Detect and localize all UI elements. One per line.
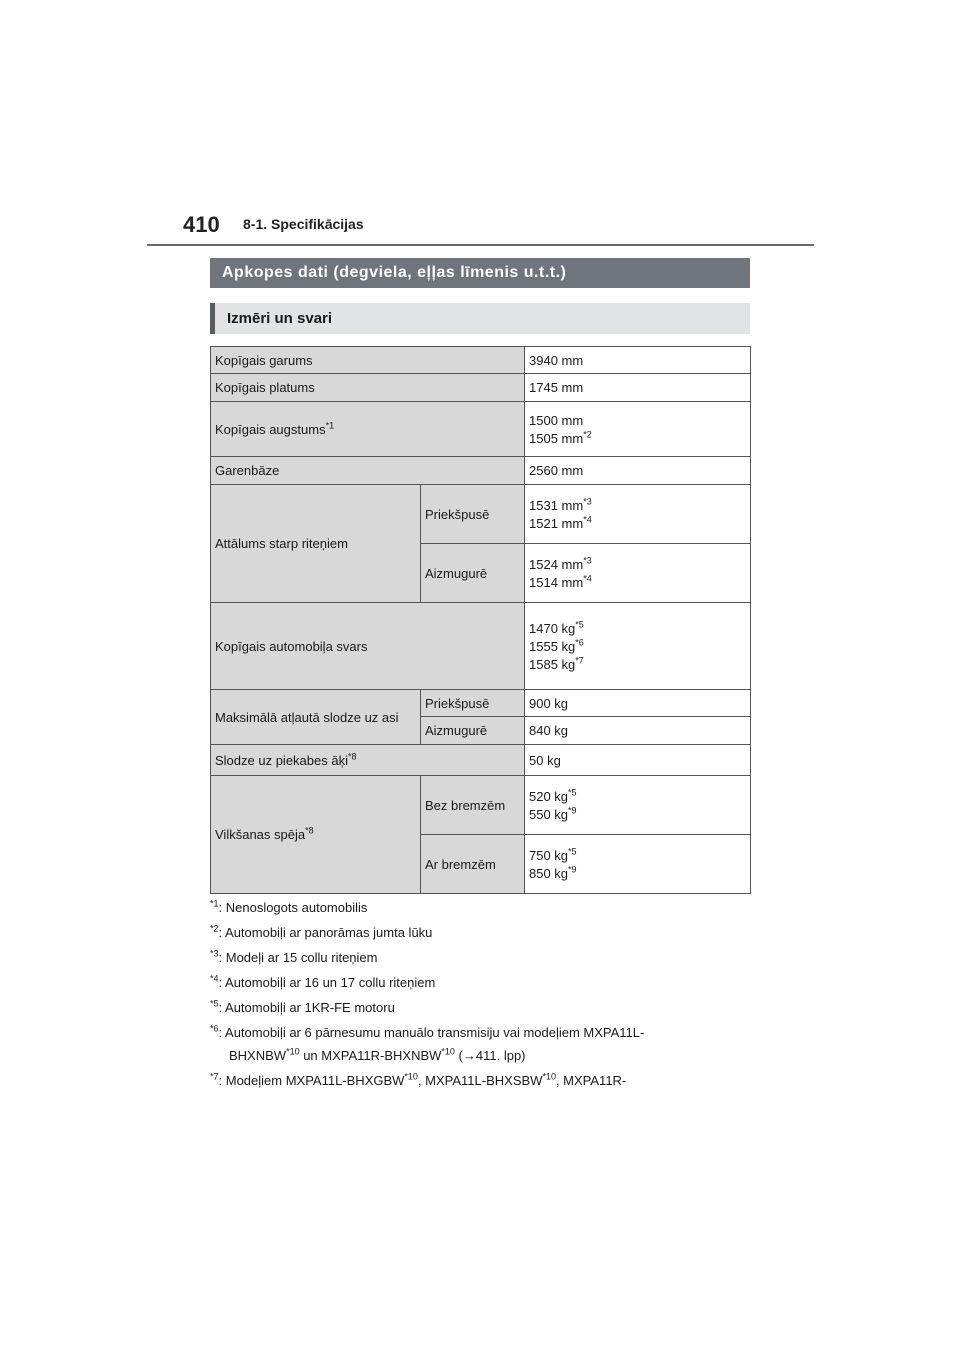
table-row bbox=[211, 776, 751, 835]
row-label: Garenbāze bbox=[211, 457, 525, 485]
footnote-ref: *1 bbox=[325, 420, 335, 431]
value-line: 750 $kg^{*5}$ bbox=[529, 846, 577, 863]
row-value: 50 kg bbox=[525, 745, 751, 776]
row-label: Vilkšanas spēja$^{*8}$ bbox=[211, 776, 421, 894]
table-row bbox=[211, 485, 751, 544]
footnote-ref: *5 bbox=[568, 846, 577, 857]
footnote-ref: *3 bbox=[583, 555, 592, 566]
table-row bbox=[211, 690, 751, 717]
value-line: 1555 $kg^{*6}$ bbox=[529, 637, 584, 654]
row-value: 3940 mm bbox=[525, 347, 751, 374]
table-row bbox=[211, 347, 751, 374]
value-line: 520 $kg^{*5}$ bbox=[529, 787, 577, 804]
row-label: Attālums starp riteņiem bbox=[211, 485, 421, 603]
sub-label: Priekšpusē bbox=[421, 485, 525, 544]
footnote-ref: *8 bbox=[305, 825, 314, 836]
row-label: Kopīgais platums bbox=[211, 374, 525, 402]
sub-label: Priekšpusē bbox=[421, 690, 525, 717]
footnote-ref: *2 bbox=[583, 429, 592, 440]
footnote: $^{*2}$: Automobiļi ar panorāmas jumta lūku bbox=[210, 923, 433, 940]
sub-label: Aizmugurē bbox=[421, 717, 525, 745]
row-value: 2560 mm bbox=[525, 457, 751, 485]
footnote: $^{*7}$: Modeļiem MXPA11L-BHXGBW$^{*10}$, MXPA11L-BHXSBW$^{*10}$, MXPA11R- bbox=[210, 1071, 627, 1088]
header-rule bbox=[147, 244, 814, 246]
footnote-continuation: BHXNBW$^{*10}$ un MXPA11R-BHXNBW$^{*10}$ (→411. lpp) bbox=[229, 1046, 526, 1063]
value-line: 1521 $mm^{*4}$ bbox=[529, 514, 592, 531]
row-value: 900 kg bbox=[525, 690, 751, 717]
footnote: $^{*3}$: Modeļi ar 15 collu riteņiem bbox=[210, 948, 378, 965]
footnote-ref: *5 bbox=[575, 619, 584, 630]
value-line: 1514 $mm^{*4}$ bbox=[529, 573, 592, 590]
value-line: 1470 $kg^{*5}$ bbox=[529, 619, 584, 636]
label-text: Kopīgais augstums bbox=[215, 421, 326, 437]
subsection-title: Izmēri un svari bbox=[210, 303, 750, 334]
footnote: $^{*4}$: Automobiļi ar 16 un 17 collu riteņiem bbox=[210, 973, 436, 990]
footnote-ref: *9 bbox=[568, 805, 577, 816]
value-line: 1500 mm bbox=[529, 412, 584, 428]
table-row bbox=[211, 402, 751, 457]
row-label: Kopīgais automobiļa svars bbox=[211, 603, 525, 690]
value-line: 550 $kg^{*9}$ bbox=[529, 805, 577, 822]
row-label: Maksimālā atļautā slodze uz asi bbox=[211, 690, 421, 745]
footnote: $^{*1}$: Nenoslogots automobilis bbox=[210, 898, 368, 915]
value-line: 1585 $kg^{*7}$ bbox=[529, 655, 584, 672]
table-row bbox=[211, 745, 751, 776]
footnote-ref: *5 bbox=[568, 787, 577, 798]
chapter-title: 8-1. Specifikācijas bbox=[243, 216, 364, 232]
value-line: 1505 $mm^{*2}$ bbox=[529, 429, 592, 446]
footnote-ref: *4 bbox=[583, 514, 592, 525]
row-value bbox=[525, 835, 751, 894]
page-header bbox=[183, 212, 813, 248]
row-label bbox=[211, 402, 525, 457]
value-line: 850 $kg^{*9}$ bbox=[529, 864, 577, 881]
row-label: Slodze uz piekabes āķi$^{*8}$ bbox=[211, 745, 525, 776]
footnotes bbox=[210, 900, 770, 1098]
footnote-ref: *9 bbox=[568, 864, 577, 875]
sub-label: Bez bremzēm bbox=[421, 776, 525, 835]
row-value bbox=[525, 776, 751, 835]
table-row bbox=[211, 603, 751, 690]
dimensions-weights-table bbox=[210, 346, 751, 894]
table-row bbox=[211, 457, 751, 485]
row-value bbox=[525, 402, 751, 457]
row-value: 1745 mm bbox=[525, 374, 751, 402]
row-value bbox=[525, 485, 751, 544]
table-row bbox=[211, 374, 751, 402]
section-title: Apkopes dati (degviela, eļļas līmenis u.t.t.) bbox=[210, 258, 750, 288]
footnote-ref: *7 bbox=[575, 655, 584, 666]
footnote-ref: *3 bbox=[583, 496, 592, 507]
footnote: $^{*5}$: Automobiļi ar 1KR-FE motoru bbox=[210, 998, 395, 1015]
sub-label: Ar bremzēm bbox=[421, 835, 525, 894]
value-line: 1531 $mm^{*3}$ bbox=[529, 496, 592, 513]
row-value: 840 kg bbox=[525, 717, 751, 745]
row-label: Kopīgais garums bbox=[211, 347, 525, 374]
sub-label: Aizmugurē bbox=[421, 544, 525, 603]
footnote-ref: *6 bbox=[575, 637, 584, 648]
footnote-ref: *4 bbox=[583, 573, 592, 584]
row-value bbox=[525, 544, 751, 603]
footnote: $^{*6}$: Automobiļi ar 6 pārnesumu manuālo transmisiju vai modeļiem MXPA11L- BHXNBW$^{*10}$ un MXPA11R-BHXNBW$^{*10}$ (→411. lpp) bbox=[210, 1025, 770, 1064]
row-value bbox=[525, 603, 751, 690]
value-line: 1524 $mm^{*3}$ bbox=[529, 555, 592, 572]
page-number: 410 bbox=[183, 212, 220, 237]
footnote-ref: *8 bbox=[347, 751, 357, 762]
